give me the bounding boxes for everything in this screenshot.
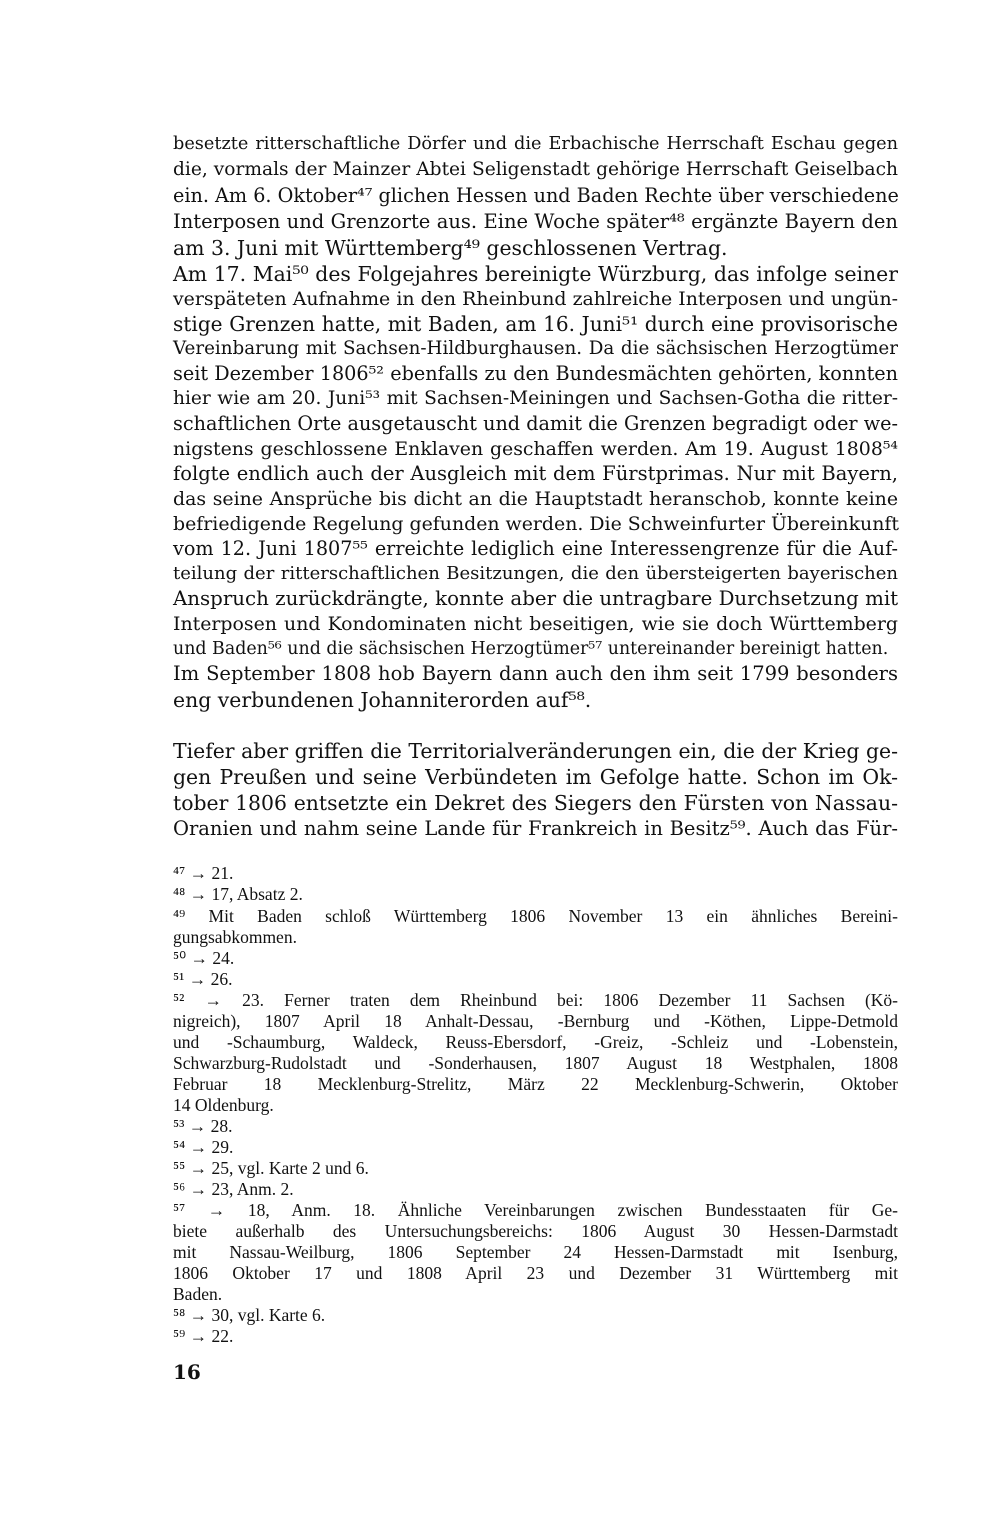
footnote-52-cont: 14 Oldenburg. [173, 1095, 274, 1115]
footnote-51: ⁵¹ → 26. [173, 969, 233, 989]
footnote-54: ⁵⁴ → 29. [173, 1137, 234, 1157]
text-line: seit Dezember 1806⁵² ebenfalls zu den Bundesmächten gehörten, konnten [173, 362, 898, 385]
footnote-57-cont: mit Nassau-Weilburg, 1806 September 24 Hessen-Darmstadt mit Isenburg, [173, 1242, 898, 1262]
footnote-57: ⁵⁷ → 18, Anm. 18. Ähnliche Vereinbarungen zwischen Bundesstaaten für Ge- [173, 1200, 898, 1220]
text-line: verspäteten Aufnahme in den Rheinbund zahlreiche Interposen und ungün- [173, 288, 898, 310]
footnote-58: ⁵⁸ → 30, vgl. Karte 6. [173, 1305, 326, 1325]
text-line: Anspruch zurückdrängte, konnte aber die untragbare Durchsetzung mit [173, 587, 899, 610]
text-line: und Baden⁵⁶ und die sächsischen Herzogtümer⁵⁷ untereinander bereinigt hatten. [173, 639, 889, 659]
footnote-52-cont: Schwarzburg-Rudolstadt und -Sonderhausen, 1807 August 18 Westphalen, 1808 [173, 1053, 898, 1073]
text-line: Im September 1808 hob Bayern dann auch den ihm seit 1799 besonders [173, 662, 898, 685]
footnote-53: ⁵³ → 28. [173, 1116, 233, 1136]
footnote-52-cont: nigreich), 1807 April 18 Anhalt-Dessau, -Bernburg und -Köthen, Lippe-Detmold [173, 1011, 898, 1031]
text-line: am 3. Juni mit Württemberg⁴⁹ geschlossenen Vertrag. [173, 236, 728, 260]
text-line: Vereinbarung mit Sachsen-Hildburghausen. Da die sächsischen Herzogtümer [173, 338, 898, 359]
footnote-59: ⁵⁹ → 22. [173, 1326, 234, 1346]
text-line: tober 1806 entsetzte ein Dekret des Siegers den Fürsten von Nassau- [173, 791, 898, 815]
footnote-52-cont: Februar 18 Mecklenburg-Strelitz, März 22 Mecklenburg-Schwerin, Oktober [173, 1074, 898, 1094]
text-line: nigstens geschlossene Enklaven geschaffen werden. Am 19. August 1808⁵⁴ [173, 438, 898, 460]
text-line: Interposen und Grenzorte aus. Eine Woche später⁴⁸ ergänzte Bayern den [173, 210, 898, 233]
text-line: teilung der ritterschaftlichen Besitzungen, die den übersteigerten bayerischen [173, 563, 898, 584]
footnote-49-cont: gungsabkommen. [173, 927, 297, 947]
text-line: Oranien und nahm seine Lande für Frankreich in Besitz⁵⁹. Auch das Für- [173, 817, 898, 840]
text-line: ein. Am 6. Oktober⁴⁷ glichen Hessen und Baden Rechte über verschiedene [173, 184, 899, 207]
footnote-57-cont: Baden. [173, 1284, 223, 1304]
footnote-55: ⁵⁵ → 25, vgl. Karte 2 und 6. [173, 1158, 369, 1178]
footnote-52: ⁵² → 23. Ferner traten dem Rheinbund bei: 1806 Dezember 11 Sachsen (Kö- [173, 990, 898, 1010]
text-line: schaftlichen Orte ausgetauscht und damit die Grenzen begradigt oder we- [173, 412, 898, 435]
text-line: Tiefer aber griffen die Territorialveränderungen ein, die der Krieg ge- [173, 739, 898, 763]
footnote-57-cont: biete außerhalb des Untersuchungsbereichs: 1806 August 30 Hessen-Darmstadt [173, 1221, 898, 1241]
footnote-50: ⁵⁰ → 24. [173, 948, 235, 968]
footnote-57-cont: 1806 Oktober 17 und 1808 April 23 und Dezember 31 Württemberg mit [173, 1263, 898, 1283]
text-line: die, vormals der Mainzer Abtei Seligenstadt gehörige Herrschaft Geiselbach [173, 159, 898, 180]
text-line: Interposen und Kondominaten nicht beseitigen, wie sie doch Württemberg [173, 613, 898, 635]
footnote-47: ⁴⁷ → 21. [173, 863, 234, 883]
text-line: befriedigende Regelung gefunden werden. Die Schweinfurter Übereinkunft [173, 513, 899, 535]
footnote-52-cont: und -Schaumburg, Waldeck, Reuss-Ebersdorf, -Greiz, -Schleiz und -Lobenstein, [173, 1032, 898, 1052]
text-line: eng verbundenen Johanniterorden auf⁵⁸. [173, 688, 592, 712]
footnote-48: ⁴⁸ → 17, Absatz 2. [173, 884, 303, 904]
footnote-56: ⁵⁶ → 23, Anm. 2. [173, 1179, 294, 1199]
page-number: 16 [173, 1360, 201, 1384]
text-line: gen Preußen und seine Verbündeten im Gefolge hatte. Schon im Ok- [173, 765, 898, 789]
text-line: Am 17. Mai⁵⁰ des Folgejahres bereinigte Würzburg, das infolge seiner [173, 262, 898, 286]
text-line: besetzte ritterschaftliche Dörfer und die Erbachische Herrschaft Eschau gegen [173, 134, 898, 154]
text-line: das seine Ansprüche bis dicht an die Hauptstadt heranschob, konnte keine [173, 488, 898, 510]
text-line: vom 12. Juni 1807⁵⁵ erreichte lediglich eine Interessengrenze für die Auf- [173, 537, 898, 560]
text-line: stige Grenzen hatte, mit Baden, am 16. Juni⁵¹ durch eine provisorische [173, 312, 898, 336]
footnote-49: ⁴⁹ Mit Baden schloß Württemberg 1806 November 13 ein ähnliches Bereini- [173, 906, 898, 926]
text-line: hier wie am 20. Juni⁵³ mit Sachsen-Meiningen und Sachsen-Gotha die ritter- [173, 388, 898, 409]
text-line: folgte endlich auch der Ausgleich mit dem Fürstprimas. Nur mit Bayern, [173, 462, 898, 485]
